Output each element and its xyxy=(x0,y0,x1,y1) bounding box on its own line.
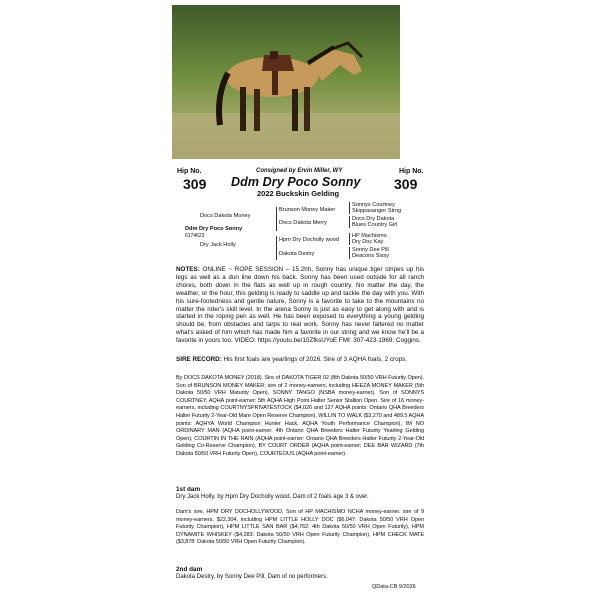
pedigree-reg-number: 6174623 xyxy=(185,233,205,239)
pedigree-dam-sire: Hpm Dry Docholly wood xyxy=(279,237,339,243)
hip-number-right: 309 xyxy=(394,176,418,192)
hip-number-left: 309 xyxy=(183,176,207,192)
sire-record-paragraph xyxy=(176,356,424,364)
pedigree-bracket xyxy=(349,233,350,245)
pedigree-g6: Dry Doc Kay xyxy=(352,239,384,245)
pedigree-g3: Docs Dry Dakota xyxy=(352,216,395,222)
first-dam-text: Dry Jack Holly, by Hpm Dry Docholly wood. Dam of 2 foals age 3 & over. xyxy=(176,494,369,500)
sire-record-label: SIRE RECORD: xyxy=(176,356,222,363)
horse-description: 2022 Buckskin Gelding xyxy=(257,189,340,198)
pedigree-sire-dam: Docs Dakota Merry xyxy=(279,220,327,226)
hip-label-left: Hip No. xyxy=(177,168,202,175)
horse-photo-drawing xyxy=(172,5,400,159)
second-dam-heading: 2nd dam xyxy=(176,566,203,573)
horse-photo xyxy=(172,5,400,159)
pedigree-subject: Ddm Dry Poco Sonny xyxy=(185,226,243,232)
pedigree-g5: HP Machismo xyxy=(352,233,387,239)
consignor-line: Consigned by Ervin Miller, WY xyxy=(256,168,343,174)
hip-label-right: Hip No. xyxy=(399,168,424,175)
pedigree-bracket xyxy=(349,202,350,214)
dams-sire-paragraph: Dam's sire, HPM DRY DOCHOLLYWOOD, Son of HP MACHISMO NCHA money-earner. sire of 9 money-earners, $22,304, including HPM LITTLE HOLLY DOC ($6,047: Dakota 50/50 VRH Open Futurity Champion), HPM LITTLE SAN BAR ($4,762: 4th Dakota 50/50 VRH Open Futurity), HPM DYNAMITE WHISKEY ($4,283: Dakota 50/50 VRH Open Futurity Champion), HPM CHECK MATE ($3,878: Dakota 50/50 VRH Open Futurity Champion). xyxy=(176,509,424,546)
pedigree-sire-sire: Brunson Money Maker xyxy=(279,207,336,213)
sire-produce-paragraph: By DOCS DAKOTA MONEY (2018). Sire of DAKOTA TIGER 02 (8th Dakota 50/50 VRH Futurity Open). Son of BRUNSON MONEY MAKER; sire of 2 money-earners, including HEEZA MONEY MAKER (5th Dakota 50/50 VRH Maturity Open), SONNY TANGO (NSBA money-earner). Son of SONNYS COURTNEY, AQHA point-earner: 5th AQHA High Point Halter Senior Stallion Open. Sire of 16 money-earners, including COURTNYSPRIVATESTOCK ($4,026 and 127 AQHA points: Ontario QHA Breeders Halter Futurity 2-Year-Old Mare Open Reserve Champion), WILLIN TO WALK ($3,270 and 489.5 AQHA points: AQHYA World Champion Hunter Hack, AQHA Youth Performance Champion), IM NO ORDINARY MAN (AQHA point-earner: 4th Ontario QHA Breeders Halter Futurity Yearling Gelding Open), COURTIN IN THE RAIN (AQHA point-earner: Ontario QHA Breeders Halter Futurity 2-Year-Old Gelding Co-Reserve Champion), BY COURT ORDER (AQHA point-earner; DEE BAR WIZARD (7th Dakota 50/50 VRH Futurity Open), COURTEOUS (AQHA point-earner). xyxy=(176,375,424,457)
pedigree-bracket xyxy=(349,216,350,228)
pedigree-bracket xyxy=(276,236,277,260)
notes-paragraph xyxy=(176,266,424,345)
pedigree-g4: Blues Country Girl xyxy=(352,222,398,228)
horse-name: Ddm Dry Poco Sonny xyxy=(231,175,361,189)
pedigree-g1: Sonnys Courtney xyxy=(352,202,395,208)
notes-label: NOTES: xyxy=(176,266,200,273)
footer-code: QData-CB 9/2026 xyxy=(372,584,416,590)
pedigree-dam: Dry Jack Holly xyxy=(200,242,236,248)
second-dam-text: Dakota Destry, by Sonny Dee Pill. Dam of no performers. xyxy=(176,574,328,580)
pedigree-sire: Docs Dakota Money xyxy=(200,213,251,219)
first-dam-heading: 1st dam xyxy=(176,486,201,493)
pedigree-g8: Deacons Sissy xyxy=(352,253,389,259)
sire-record-text: His first foals are yearlings of 2026. Sire of 3 AQHA foals, 2 crops. xyxy=(223,356,407,363)
pedigree-g2: Skippasanger Strng xyxy=(352,208,402,214)
pedigree-g7: Sonny Dee Pill xyxy=(352,247,389,253)
pedigree-bracket xyxy=(349,247,350,259)
pedigree-bracket xyxy=(276,207,277,231)
notes-text: ONLINE ~ ROPE SESSION – 15.2hh, Sonny has unique tiger stripes up his legs as well as a dun line down his back. Sonny has been used outside for all ranch chores, both down in the flats as well up in rough country. No matter the day, the weather, or the hour, this gelding is ready to saddle up and tackle the day with you. With his sure-footedness and gentle nature, Sonny is a favorite to take to the mountains no matter the rider's skill level. In the arena Sonny is just as easy to get along with and is started in the roping pen as well. He has been exposed to everything a young gelding should be, from obstacles and tarps to real work. Sonny has never faltered no matter what's asked of him which has made him a favorite in our string and we know he'll be a favorite in yours too. VIDEO: https://youtu.be/10ZfksUYoE FMI: 307-423-1969. Coggins. xyxy=(176,266,425,345)
pedigree-dam-dam: Dakota Destry xyxy=(279,251,315,257)
